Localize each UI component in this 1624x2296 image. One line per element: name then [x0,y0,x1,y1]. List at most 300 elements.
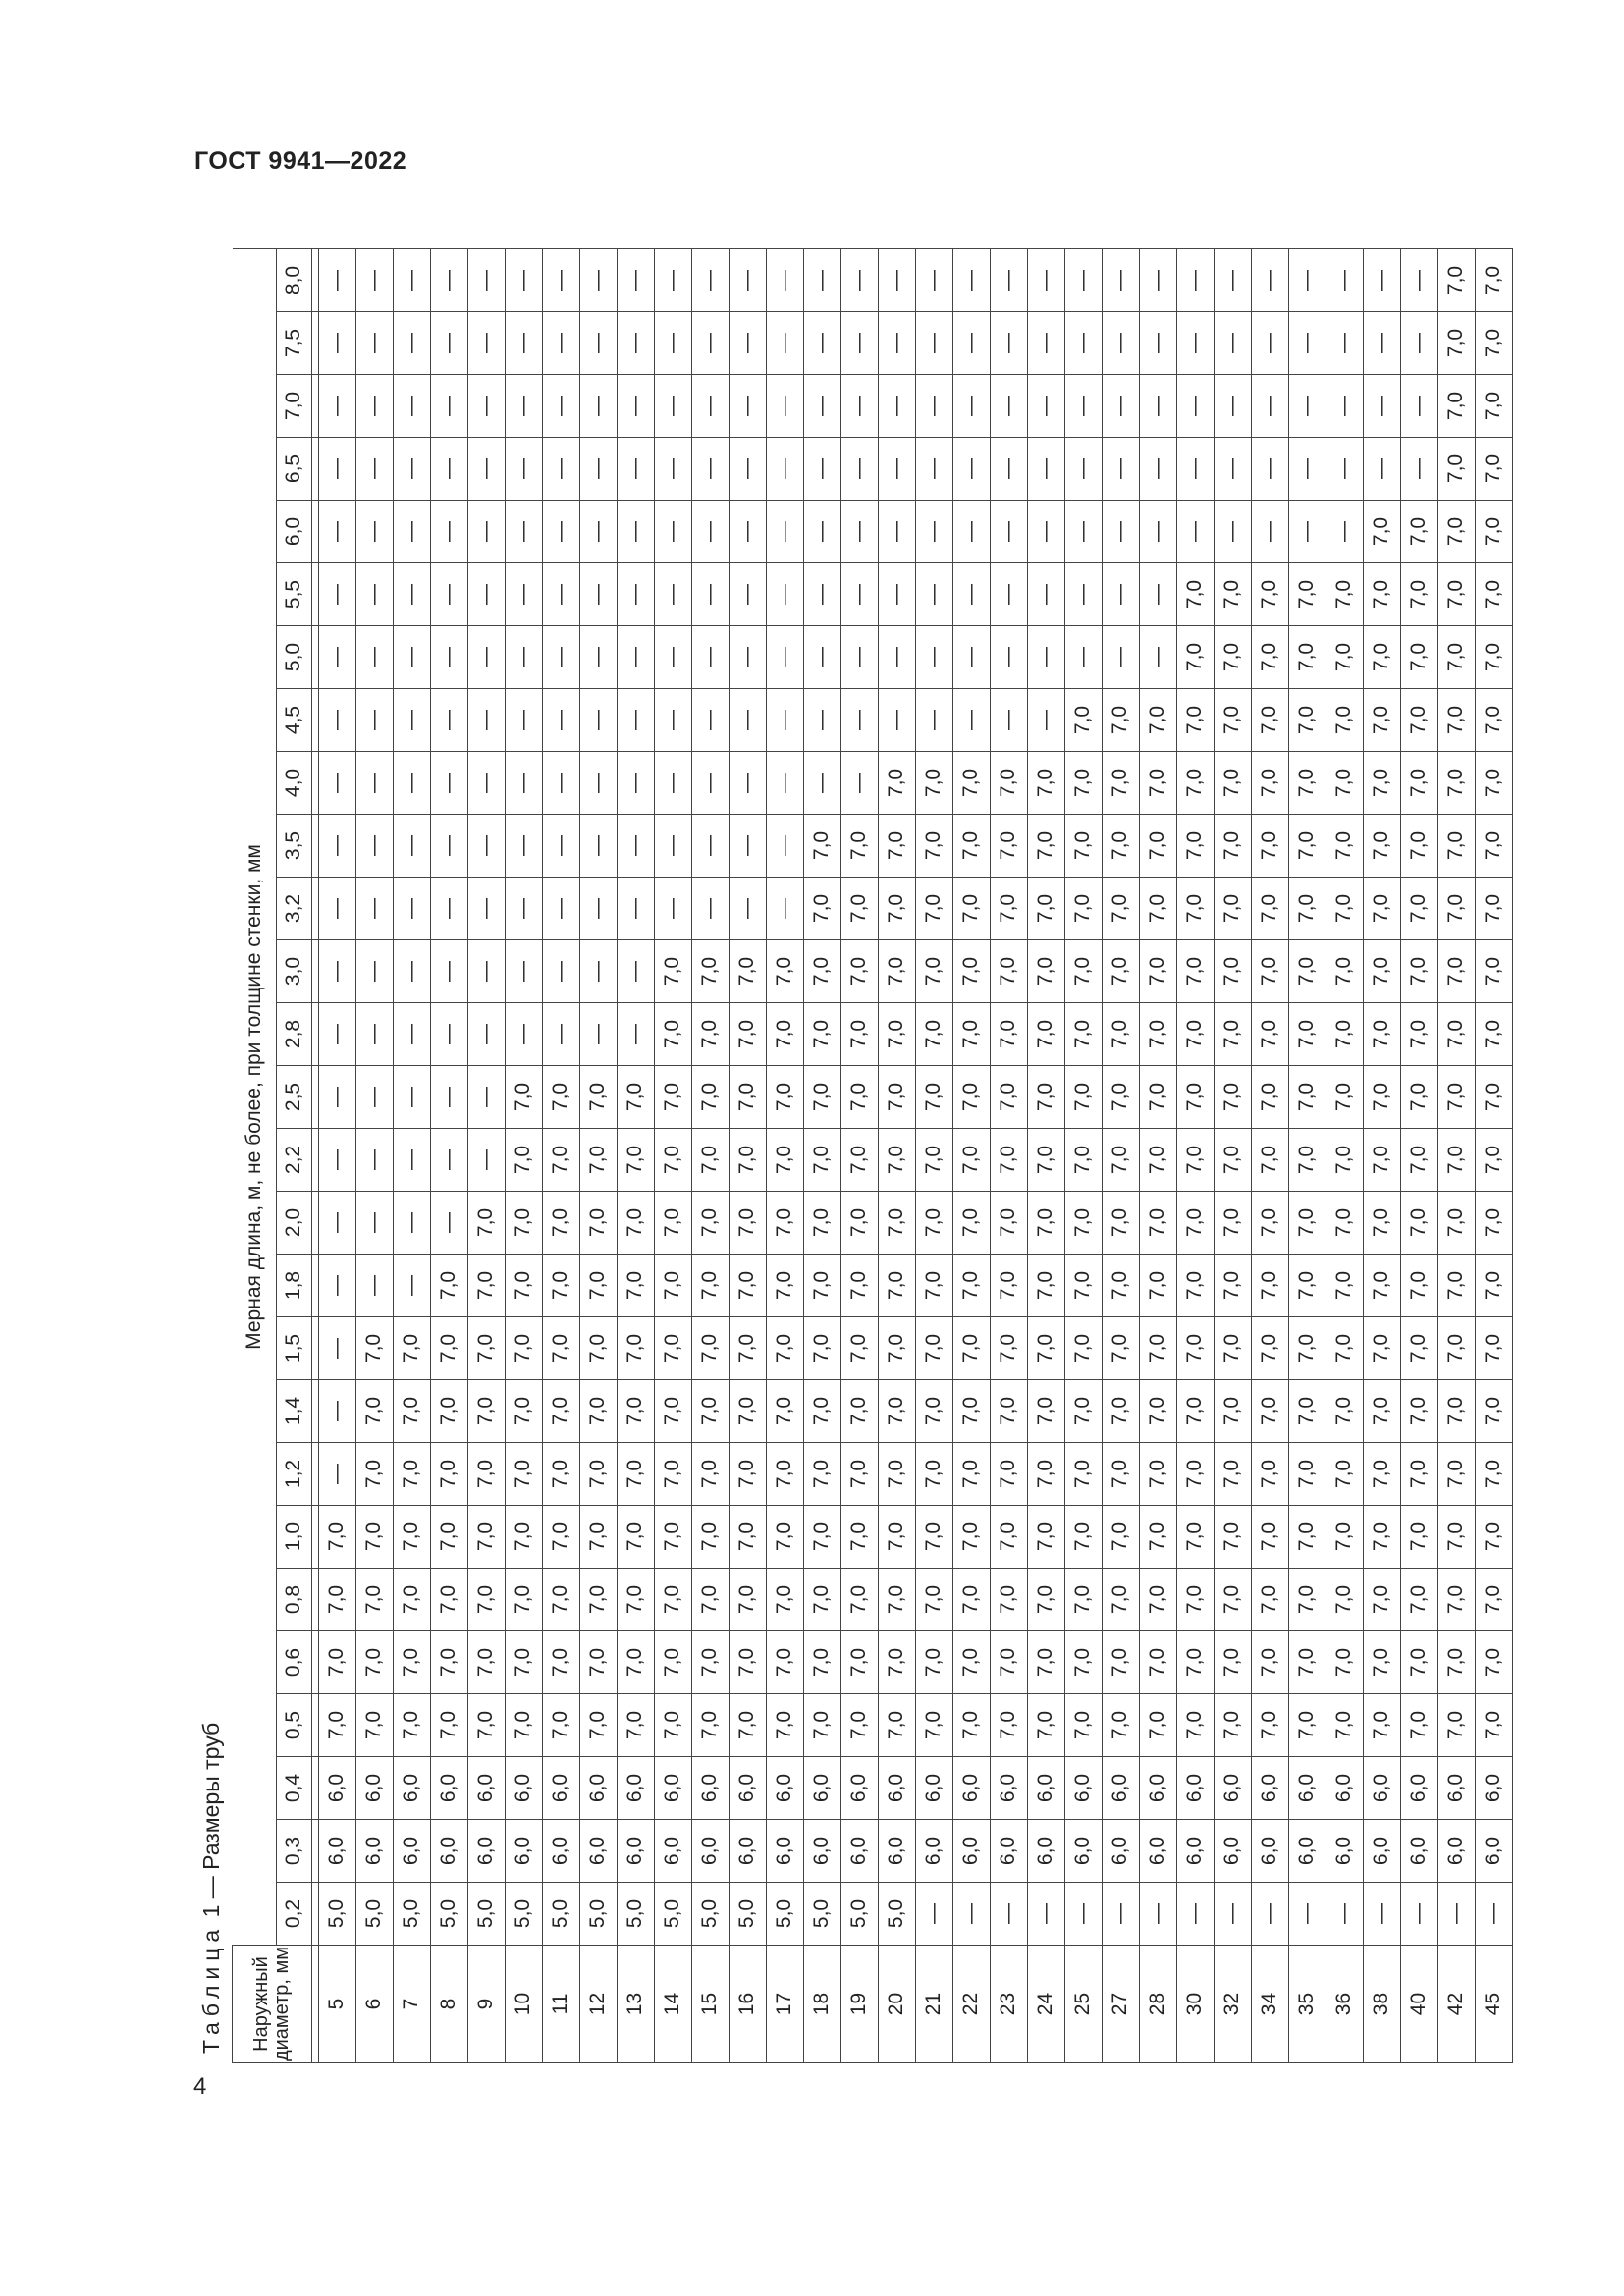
diameter-cell: 38 [1363,1946,1400,2063]
length-cell: — [467,375,505,438]
length-cell: 6,0 [803,1757,840,1820]
table-caption [198,1723,225,2054]
length-cell: 7,0 [840,1003,878,1066]
length-cell: — [952,438,990,501]
length-cell: — [840,689,878,752]
length-cell: 6,0 [915,1820,952,1883]
length-cell: 7,0 [1064,1255,1102,1317]
length-cell: — [393,1129,430,1192]
length-cell: 7,0 [654,940,691,1003]
length-cell: 7,0 [878,1129,915,1192]
length-cell: 7,0 [505,1694,542,1757]
length-cell: — [355,501,393,563]
length-cell: — [617,940,654,1003]
length-cell: — [1102,563,1139,626]
length-cell: 5,0 [878,1883,915,1946]
length-cell: — [878,626,915,689]
length-cell: 6,0 [952,1820,990,1883]
length-cell: 7,0 [1176,815,1214,878]
length-cell: — [430,438,467,501]
length-cell: 7,0 [952,1129,990,1192]
wall-thickness-header: 0,6 [276,1631,311,1694]
length-cell: 7,0 [803,1066,840,1129]
length-cell: 7,0 [990,1129,1027,1192]
caption-title: 1 — Размеры труб [198,1722,224,1918]
length-cell: 7,0 [878,878,915,940]
length-cell: — [542,878,579,940]
length-cell: 7,0 [1176,1631,1214,1694]
length-cell: 7,0 [1400,626,1437,689]
length-cell: 7,0 [952,1631,990,1694]
length-cell: — [840,626,878,689]
length-cell: 7,0 [840,1569,878,1631]
length-cell: 7,0 [430,1317,467,1380]
wall-thickness-header: 5,0 [276,626,311,689]
length-cell: 7,0 [1139,1506,1176,1569]
length-cell: — [915,563,952,626]
separator-cell [311,1694,318,1757]
length-cell: — [393,375,430,438]
length-cell: 7,0 [1437,1317,1475,1380]
separator-cell [311,1003,318,1066]
length-cell: 7,0 [654,1129,691,1192]
length-cell: — [318,1192,355,1255]
length-cell: 7,0 [1288,815,1326,878]
length-cell: — [1064,438,1102,501]
length-cell: — [878,312,915,375]
length-cell: — [1288,438,1326,501]
length-cell: — [766,438,803,501]
length-cell: 7,0 [1102,689,1139,752]
length-cell: 7,0 [1363,940,1400,1003]
length-cell: 7,0 [1400,1066,1437,1129]
length-cell: 7,0 [990,1380,1027,1443]
length-cell: 7,0 [1102,1192,1139,1255]
length-cell: 7,0 [1027,1380,1064,1443]
length-cell: 7,0 [766,1380,803,1443]
length-cell: — [355,563,393,626]
length-cell: — [393,501,430,563]
length-cell: 7,0 [990,878,1027,940]
length-cell: 7,0 [1363,1192,1400,1255]
length-cell: — [355,438,393,501]
length-group-header: Мерная длина, м, не более, при толщине стенки, мм [233,249,277,1946]
length-cell: — [766,375,803,438]
length-cell: — [803,752,840,815]
length-cell: 6,0 [1176,1757,1214,1820]
length-cell: 7,0 [1251,1066,1288,1129]
length-cell: 7,0 [1326,752,1363,815]
length-cell: 7,0 [691,1255,729,1317]
length-cell: 7,0 [1437,1631,1475,1694]
length-cell: — [318,501,355,563]
length-cell: 7,0 [1251,1129,1288,1192]
length-cell: 7,0 [1027,815,1064,878]
length-cell: 6,0 [579,1757,617,1820]
length-cell: — [1326,312,1363,375]
length-cell: 7,0 [952,752,990,815]
length-cell: — [579,689,617,752]
length-cell: — [1214,438,1251,501]
length-cell: — [878,501,915,563]
length-cell: — [505,249,542,312]
length-cell: 6,0 [990,1820,1027,1883]
length-cell: — [990,375,1027,438]
length-cell: — [878,689,915,752]
length-cell: — [393,878,430,940]
length-cell: — [729,375,766,438]
length-cell: — [840,563,878,626]
length-cell: — [1027,438,1064,501]
length-cell: 6,0 [617,1757,654,1820]
diameter-cell: 42 [1437,1946,1475,2063]
length-cell: 7,0 [1288,1506,1326,1569]
length-cell: 6,0 [579,1820,617,1883]
length-cell: 7,0 [1437,563,1475,626]
length-cell: 7,0 [1251,815,1288,878]
length-cell: — [355,815,393,878]
length-cell: 7,0 [1475,1631,1512,1694]
length-cell: — [355,689,393,752]
length-cell: 7,0 [952,1506,990,1569]
length-cell: 7,0 [542,1255,579,1317]
length-cell: 7,0 [1064,752,1102,815]
length-cell: — [1288,375,1326,438]
length-cell: 7,0 [915,940,952,1003]
length-cell: 7,0 [1214,1066,1251,1129]
length-cell: 6,0 [1475,1757,1512,1820]
length-cell: — [318,1066,355,1129]
length-cell: 7,0 [1475,501,1512,563]
length-cell: 7,0 [1475,1569,1512,1631]
length-cell: — [355,1129,393,1192]
length-cell: — [840,752,878,815]
length-cell: — [318,940,355,1003]
length-cell: 7,0 [803,1569,840,1631]
length-cell: — [579,249,617,312]
length-cell: 7,0 [579,1317,617,1380]
length-cell: 6,0 [1400,1820,1437,1883]
length-cell: 7,0 [542,1192,579,1255]
length-cell: 7,0 [542,1443,579,1506]
length-cell: — [505,815,542,878]
length-cell: — [766,249,803,312]
length-cell: — [952,501,990,563]
length-cell: 7,0 [542,1380,579,1443]
length-cell: 7,0 [1437,1066,1475,1129]
length-cell: — [990,563,1027,626]
length-cell: — [1027,501,1064,563]
wall-thickness-header: 0,5 [276,1694,311,1757]
length-cell: — [840,312,878,375]
length-cell: 7,0 [1176,1255,1214,1317]
length-cell: 7,0 [1027,1066,1064,1129]
length-cell: 7,0 [952,1569,990,1631]
length-cell: 7,0 [1363,501,1400,563]
length-cell: — [654,563,691,626]
length-cell: — [355,1192,393,1255]
length-cell: — [729,689,766,752]
length-cell: 7,0 [803,1003,840,1066]
length-cell: — [1139,626,1176,689]
length-cell: 7,0 [1139,1317,1176,1380]
length-cell: — [430,752,467,815]
length-cell: — [1102,501,1139,563]
length-cell: 7,0 [579,1506,617,1569]
length-cell: 6,0 [1102,1820,1139,1883]
length-cell: — [1214,312,1251,375]
length-cell: 6,0 [1064,1820,1102,1883]
length-cell: — [393,1003,430,1066]
table-row [542,249,579,2063]
length-cell: 7,0 [1288,1192,1326,1255]
diameter-cell: 17 [766,1946,803,2063]
diameter-cell: 7 [393,1946,430,2063]
length-cell: 7,0 [1437,878,1475,940]
length-cell: — [990,438,1027,501]
length-cell: — [654,878,691,940]
length-cell: — [1139,501,1176,563]
length-cell: — [579,563,617,626]
length-cell: 6,0 [393,1820,430,1883]
length-cell: — [691,815,729,878]
length-cell: 6,0 [467,1820,505,1883]
length-cell: — [1251,375,1288,438]
length-cell: 7,0 [1251,1380,1288,1443]
length-cell: — [915,626,952,689]
length-cell: — [691,689,729,752]
length-cell: — [840,438,878,501]
length-cell: — [430,626,467,689]
diameter-cell: 14 [654,1946,691,2063]
length-cell: — [1363,312,1400,375]
length-cell: — [691,249,729,312]
diameter-cell: 10 [505,1946,542,2063]
length-cell: — [393,689,430,752]
length-cell: 6,0 [1326,1757,1363,1820]
length-cell: — [840,249,878,312]
length-cell: 7,0 [355,1317,393,1380]
length-cell: — [393,249,430,312]
length-cell: — [1139,375,1176,438]
length-cell: — [729,563,766,626]
length-cell: 7,0 [1288,1631,1326,1694]
length-cell: 7,0 [729,1380,766,1443]
length-cell: 7,0 [617,1443,654,1506]
length-cell: 7,0 [729,1506,766,1569]
diameter-cell: 5 [318,1946,355,2063]
length-cell: 7,0 [840,1443,878,1506]
wall-thickness-header: 2,5 [276,1066,311,1129]
length-cell: 7,0 [542,1066,579,1129]
length-cell: 7,0 [878,815,915,878]
length-cell: — [617,626,654,689]
table-row [654,249,691,2063]
table-row [990,249,1027,2063]
length-cell: 7,0 [542,1317,579,1380]
length-cell: — [1102,249,1139,312]
length-cell: — [952,312,990,375]
length-cell: 6,0 [766,1757,803,1820]
table-row [840,249,878,2063]
length-cell: 7,0 [803,1317,840,1380]
length-cell: 7,0 [1363,1443,1400,1506]
length-cell: 7,0 [393,1317,430,1380]
length-cell: 7,0 [729,1003,766,1066]
diameter-cell: 19 [840,1946,878,2063]
length-cell: 6,0 [505,1757,542,1820]
length-cell: 7,0 [1251,1317,1288,1380]
length-cell: 7,0 [766,1694,803,1757]
length-cell: 7,0 [691,1569,729,1631]
length-cell: 7,0 [1027,1129,1064,1192]
length-cell: — [878,563,915,626]
diameter-cell: 13 [617,1946,654,2063]
length-cell: 7,0 [318,1694,355,1757]
length-cell: — [952,375,990,438]
length-cell: — [1363,1883,1400,1946]
length-cell: 7,0 [729,1694,766,1757]
length-cell: — [467,752,505,815]
length-cell: 7,0 [1400,1380,1437,1443]
length-cell: — [579,312,617,375]
length-cell: — [318,878,355,940]
diameter-cell: 20 [878,1946,915,2063]
length-cell: 7,0 [355,1631,393,1694]
length-cell: 7,0 [355,1694,393,1757]
length-cell: 7,0 [1102,752,1139,815]
length-cell: 7,0 [1139,1631,1176,1694]
length-cell: 7,0 [691,940,729,1003]
length-cell: — [1027,563,1064,626]
separator-cell [311,1443,318,1506]
length-cell: — [355,249,393,312]
length-cell: — [1027,626,1064,689]
length-cell: 7,0 [1102,1569,1139,1631]
length-cell: — [542,312,579,375]
length-cell: — [1437,1883,1475,1946]
length-cell: 6,0 [729,1757,766,1820]
length-cell: 7,0 [1363,1129,1400,1192]
length-cell: — [430,563,467,626]
table-row [1475,249,1512,2063]
length-cell: 7,0 [840,1631,878,1694]
length-cell: 7,0 [393,1380,430,1443]
length-cell: 7,0 [654,1631,691,1694]
rotated-table-block [196,239,1504,2063]
diameter-cell: 23 [990,1946,1027,2063]
length-cell: — [467,249,505,312]
length-cell: 7,0 [878,1003,915,1066]
wall-thickness-header: 7,0 [276,375,311,438]
length-cell: — [952,1883,990,1946]
length-cell: 7,0 [1251,1569,1288,1631]
separator-cell [311,940,318,1003]
length-cell: 7,0 [840,1506,878,1569]
length-cell: — [542,563,579,626]
length-cell: 7,0 [766,1317,803,1380]
length-cell: 7,0 [1214,626,1251,689]
separator-cell [311,1757,318,1820]
length-cell: 7,0 [1064,1129,1102,1192]
separator-cell [311,249,318,312]
length-cell: 7,0 [1400,940,1437,1003]
length-cell: 7,0 [952,1443,990,1506]
length-cell: 7,0 [1251,1631,1288,1694]
table-row [915,249,952,2063]
length-cell: 7,0 [729,1066,766,1129]
length-cell: 7,0 [915,1506,952,1569]
separator-cell [311,1883,318,1946]
table-row [355,249,393,2063]
length-cell: 7,0 [617,1192,654,1255]
length-cell: — [1102,626,1139,689]
length-cell: — [1139,563,1176,626]
length-cell: 6,0 [1475,1820,1512,1883]
separator-cell [311,1317,318,1380]
length-cell: 7,0 [1363,878,1400,940]
length-cell: — [1326,1883,1363,1946]
length-cell: — [617,312,654,375]
length-cell: 6,0 [1139,1757,1176,1820]
diameter-cell: 15 [691,1946,729,2063]
length-cell: 7,0 [1027,1192,1064,1255]
length-cell: 7,0 [1064,1569,1102,1631]
length-cell: 7,0 [579,1443,617,1506]
length-cell: — [318,563,355,626]
length-cell: — [1027,312,1064,375]
length-cell: 7,0 [1475,1694,1512,1757]
length-cell: 7,0 [729,1569,766,1631]
length-cell: 7,0 [1064,1506,1102,1569]
length-cell: 7,0 [1139,1255,1176,1317]
length-cell: 7,0 [691,1380,729,1443]
length-cell: — [1475,1883,1512,1946]
length-cell: 7,0 [1437,1569,1475,1631]
length-cell: 7,0 [1437,1255,1475,1317]
length-cell: — [467,940,505,1003]
length-cell: — [1363,375,1400,438]
length-cell: 7,0 [505,1129,542,1192]
header-row-group [233,249,277,2063]
length-cell: 7,0 [654,1506,691,1569]
length-cell: 7,0 [1437,1694,1475,1757]
length-cell: — [318,249,355,312]
length-cell: 7,0 [1363,1506,1400,1569]
length-cell: — [654,689,691,752]
length-cell: 7,0 [505,1192,542,1255]
table-row [952,249,990,2063]
length-cell: 7,0 [1475,626,1512,689]
length-cell: 7,0 [1064,1192,1102,1255]
length-cell: 7,0 [467,1255,505,1317]
length-cell: 7,0 [1027,1631,1064,1694]
length-cell: 7,0 [1251,1443,1288,1506]
length-cell: 7,0 [355,1380,393,1443]
diameter-cell: 12 [579,1946,617,2063]
length-cell: 7,0 [1400,815,1437,878]
separator-cell [311,1946,318,2063]
length-cell: 7,0 [915,752,952,815]
length-cell: 7,0 [1064,1694,1102,1757]
length-cell: 6,0 [1214,1820,1251,1883]
length-cell: 7,0 [1437,1506,1475,1569]
length-cell: 7,0 [840,1694,878,1757]
length-cell: 6,0 [1027,1820,1064,1883]
wall-thickness-header: 4,5 [276,689,311,752]
length-cell: — [654,815,691,878]
length-cell: 7,0 [878,1317,915,1380]
